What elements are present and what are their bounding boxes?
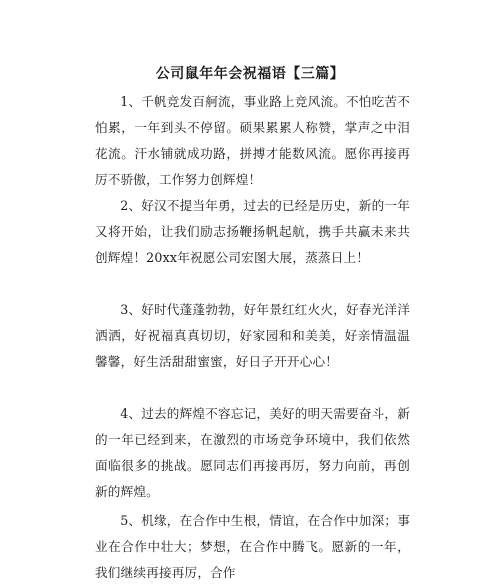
paragraph-2: 2、好汉不提当年勇，过去的已经是历史，新的一年又将开始，让我们励志扬鞭扬帆起航，携手共赢未来共创辉煌！20xx年祝愿公司宏图大展，蒸蒸日上！	[95, 198, 410, 265]
paragraph-5: 5、机缘，在合作中生根，情谊，在合作中加深；事业在合作中壮大；梦想，在合作中腾飞。愿新的一年，我们继续再接再厉，合作	[95, 513, 410, 580]
paragraph-3: 3、好时代蓬蓬勃勃，好年景红红火火，好春光洋洋洒洒，好祝福真真切切，好家园和和美美，好亲情温温馨馨，好生活甜甜蜜蜜，好日子开开心心！	[95, 302, 410, 369]
paragraph-4: 4、过去的辉煌不容忘记，美好的明天需要奋斗，新的一年已经到来，在激烈的市场竞争环境中，我们依然面临很多的挑战。愿同志们再接再厉，努力向前，再创新的辉煌。	[95, 406, 410, 499]
paragraph-1: 1、千帆竞发百舸流，事业路上竞风流。不怕吃苦不怕累，一年到头不停留。硕果累累人称赞，掌声之中泪花流。汗水铺就成功路，拼搏才能数风流。愿你再接再厉不骄傲，工作努力创辉煌！	[95, 94, 410, 187]
document-title: 公司鼠年年会祝福语【三篇】	[155, 66, 345, 82]
